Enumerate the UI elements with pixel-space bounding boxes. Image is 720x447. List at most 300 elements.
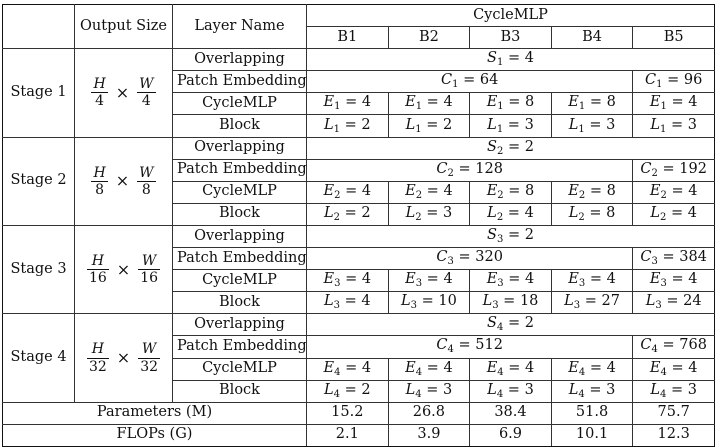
times-symbol: × [116, 348, 131, 368]
math-subscript: 3 [410, 300, 417, 312]
math-expression: $E_2 = 4$ [405, 182, 453, 201]
fraction-denominator: 16 [140, 270, 159, 287]
corner-cell [3, 5, 75, 49]
math-value: 4 [688, 182, 698, 199]
math-value: 3 [687, 116, 697, 133]
expansion-cell [388, 181, 470, 203]
math-value: 4 [524, 50, 534, 67]
math-symbol: L [487, 204, 497, 221]
fraction-h [91, 76, 107, 109]
math-expression: $E_1 = 4$ [405, 94, 453, 113]
channels-cell [307, 71, 633, 93]
math-symbol: S [487, 226, 497, 243]
math-value: 27 [601, 293, 620, 310]
math-subscript: 4 [651, 344, 658, 356]
math-subscript: 1 [496, 123, 504, 135]
math-value: 768 [679, 337, 707, 354]
math-symbol: E [323, 94, 335, 111]
math-subscript: 3 [651, 256, 658, 268]
math-value: 8 [606, 204, 616, 221]
math-subscript: 3 [497, 278, 504, 290]
layers-cell [307, 380, 389, 402]
fraction-denominator: 32 [140, 358, 159, 375]
channels-b5-cell [633, 336, 715, 358]
fraction-w [137, 76, 155, 109]
math-symbol: L [568, 204, 579, 221]
expansion-cell [633, 93, 715, 115]
math-value: 4 [524, 204, 534, 221]
math-symbol: L [645, 293, 656, 310]
fraction-denominator: 16 [88, 270, 107, 287]
math-subscript: 4 [415, 388, 422, 400]
layers-cell [551, 292, 633, 314]
math-expression: $L_4 = 3$ [650, 381, 697, 400]
math-value: 18 [519, 293, 539, 310]
math-expression: $L_2 = 4$ [487, 204, 534, 223]
math-expression: $L_3 = 24$ [645, 293, 702, 312]
summary-value: 75.7 [633, 402, 715, 424]
fraction-h [87, 341, 109, 374]
math-value: 4 [606, 271, 616, 288]
expansion-cell [388, 270, 470, 292]
math-expression: $L_4 = 3$ [568, 381, 616, 400]
math-symbol: E [486, 182, 498, 199]
stage-label: Stage 2 [3, 137, 75, 225]
math-symbol: L [405, 116, 416, 133]
expansion-cell [551, 93, 633, 115]
math-value: 4 [525, 271, 535, 288]
math-subscript: 4 [497, 366, 504, 378]
expansion-cell [551, 358, 633, 380]
fraction-numerator: W [138, 253, 160, 270]
expansion-cell [633, 358, 715, 380]
expansion-cell [470, 270, 552, 292]
math-expression: $L_3 = 4$ [323, 293, 371, 312]
math-subscript: 1 [333, 123, 340, 135]
math-value: 2 [361, 116, 371, 133]
math-value: 4 [361, 271, 372, 288]
math-value: 64 [479, 72, 499, 89]
math-symbol: E [486, 359, 498, 376]
math-symbol: C [645, 72, 657, 89]
math-expression: $S_1 = 4$ [487, 50, 534, 69]
math-symbol: E [486, 271, 498, 288]
stage-label: Stage 3 [3, 225, 75, 313]
stage-label: Stage 1 [3, 49, 75, 137]
math-expression: $L_2 = 4$ [650, 204, 697, 223]
math-expression: $L_4 = 2$ [323, 381, 371, 400]
math-symbol: E [405, 359, 416, 376]
math-subscript: 1 [415, 123, 422, 135]
fraction-numerator: W [139, 76, 154, 93]
layer-label: Overlapping [173, 314, 307, 336]
math-subscript: 3 [415, 278, 423, 290]
math-value: 4 [361, 293, 371, 310]
expansion-cell [633, 270, 715, 292]
fraction-denominator: 4 [95, 93, 105, 110]
math-expression: $C_4 = 512$ [436, 337, 503, 356]
math-value: 8 [525, 94, 535, 111]
math-expression: $L_4 = 3$ [405, 381, 453, 400]
math-subscript: 2 [578, 211, 585, 223]
fraction-denominator: 8 [141, 181, 151, 198]
math-value: 8 [606, 94, 616, 111]
math-expression: $L_1 = 2$ [405, 116, 453, 135]
math-value: 4 [443, 359, 453, 376]
math-symbol: L [568, 116, 579, 133]
math-subscript: 3 [492, 300, 499, 312]
math-expression: $E_2 = 8$ [486, 182, 535, 201]
math-subscript: 4 [496, 322, 504, 334]
math-subscript: 1 [578, 101, 586, 113]
math-value: 4 [688, 94, 698, 111]
layer-label: Patch Embedding [173, 336, 307, 358]
math-subscript: 2 [578, 189, 586, 201]
math-expression: $E_4 = 4$ [405, 359, 453, 378]
math-symbol: E [568, 359, 579, 376]
layers-cell [470, 292, 552, 314]
layer-label: Patch Embedding [173, 71, 307, 93]
math-symbol: L [323, 204, 334, 221]
math-value: 3 [442, 381, 453, 398]
math-subscript: 4 [660, 388, 667, 400]
math-expression: $C_3 = 320$ [436, 249, 503, 268]
math-value: 3 [606, 116, 616, 133]
math-value: 128 [475, 160, 503, 177]
math-value: 192 [679, 160, 707, 177]
math-subscript: 4 [660, 366, 667, 378]
math-symbol: L [650, 204, 661, 221]
math-expression: $L_2 = 8$ [568, 204, 616, 223]
math-symbol: S [487, 315, 497, 332]
math-symbol: C [640, 337, 652, 354]
math-expression: $C_2 = 192$ [640, 160, 707, 179]
output-size-cell [75, 225, 173, 313]
fraction-w [138, 341, 160, 374]
math-subscript: 1 [415, 101, 423, 113]
math-subscript: 1 [660, 101, 667, 113]
math-expression: $E_2 = 8$ [568, 182, 616, 201]
math-expression: $L_3 = 18$ [482, 293, 539, 312]
math-symbol: C [436, 249, 448, 266]
expansion-cell [470, 358, 552, 380]
math-symbol: E [323, 359, 335, 376]
math-expression: $E_3 = 4$ [568, 271, 616, 290]
math-subscript: 3 [660, 278, 667, 290]
math-expression: $C_1 = 64$ [441, 72, 499, 91]
math-expression: $E_4 = 4$ [649, 359, 698, 378]
math-value: 4 [687, 204, 697, 221]
header-variant: B1 [307, 27, 389, 49]
math-value: 4 [525, 359, 535, 376]
math-expression: $S_2 = 2$ [487, 138, 534, 157]
fraction-denominator: 4 [141, 93, 151, 110]
fraction-denominator: 8 [95, 181, 105, 198]
math-subscript: 1 [497, 101, 504, 113]
math-subscript: 1 [334, 101, 341, 113]
layers-cell [388, 292, 470, 314]
math-subscript: 1 [452, 79, 459, 91]
math-value: 4 [688, 359, 698, 376]
summary-label: FLOPs (G) [3, 424, 307, 446]
times-symbol: × [116, 259, 131, 279]
summary-value: 12.3 [633, 424, 715, 446]
math-expression: $E_1 = 4$ [649, 94, 698, 113]
architecture-table [2, 4, 715, 447]
math-value: 4 [606, 359, 616, 376]
math-symbol: E [649, 271, 661, 288]
math-symbol: E [568, 182, 579, 199]
layer-label: Block [173, 203, 307, 225]
math-expression: $S_3 = 2$ [487, 226, 534, 245]
fraction-numerator: W [139, 164, 154, 181]
math-subscript: 4 [334, 366, 341, 378]
expansion-cell [307, 270, 389, 292]
table-body [3, 5, 715, 447]
output-size-cell [75, 49, 173, 137]
math-expression: $E_4 = 4$ [568, 359, 616, 378]
layers-cell [633, 115, 715, 137]
math-value: 8 [525, 182, 535, 199]
math-expression: $C_2 = 128$ [436, 160, 503, 179]
math-expression: $L_1 = 3$ [487, 116, 534, 135]
expansion-cell [470, 93, 552, 115]
math-value: 3 [524, 116, 534, 133]
expansion-cell [388, 358, 470, 380]
math-symbol: E [405, 271, 416, 288]
math-value: 2 [361, 204, 371, 221]
math-value: 384 [679, 249, 707, 266]
math-symbol: C [640, 249, 652, 266]
math-subscript: 3 [578, 278, 586, 290]
layers-cell [470, 380, 552, 402]
math-value: 2 [524, 138, 534, 155]
math-subscript: 2 [660, 189, 667, 201]
layers-cell [633, 380, 715, 402]
math-symbol: C [640, 160, 652, 177]
layers-cell [307, 203, 389, 225]
math-value: 4 [361, 182, 372, 199]
layer-label: Block [173, 292, 307, 314]
math-expression: $L_3 = 10$ [400, 293, 457, 312]
math-symbol: L [650, 381, 661, 398]
math-value: 2 [524, 315, 534, 332]
math-value: 320 [475, 249, 503, 266]
layers-cell [307, 115, 389, 137]
math-symbol: C [436, 160, 448, 177]
math-expression: $C_3 = 384$ [640, 249, 707, 268]
fraction-numerator: H [87, 253, 109, 270]
layers-cell [551, 203, 633, 225]
layer-label: CycleMLP [173, 358, 307, 380]
summary-value: 51.8 [551, 402, 633, 424]
math-subscript: 2 [660, 211, 667, 223]
summary-label: Parameters (M) [3, 402, 307, 424]
math-expression: $E_1 = 8$ [486, 94, 535, 113]
layers-cell [388, 115, 470, 137]
math-symbol: E [323, 271, 335, 288]
math-subscript: 4 [578, 388, 585, 400]
math-subscript: 3 [655, 300, 662, 312]
math-subscript: 2 [415, 189, 423, 201]
math-subscript: 3 [333, 300, 340, 312]
math-expression: $E_3 = 4$ [323, 271, 372, 290]
math-expression: $L_2 = 2$ [323, 204, 371, 223]
fraction-denominator: 32 [88, 358, 107, 375]
layer-label: Overlapping [173, 225, 307, 247]
math-symbol: L [323, 116, 334, 133]
fraction-numerator: W [138, 341, 160, 358]
layers-cell [633, 292, 715, 314]
math-symbol: E [323, 182, 335, 199]
math-symbol: E [405, 94, 416, 111]
math-symbol: S [487, 50, 497, 67]
summary-value: 2.1 [307, 424, 389, 446]
header-variant: B3 [470, 27, 552, 49]
math-expression: $C_4 = 768$ [640, 337, 707, 356]
math-subscript: 2 [415, 211, 422, 223]
math-expression: $E_4 = 4$ [323, 359, 372, 378]
math-expression: $L_3 = 27$ [564, 293, 620, 312]
math-expression: $L_1 = 3$ [568, 116, 616, 135]
math-subscript: 4 [496, 388, 504, 400]
math-value: 512 [475, 337, 503, 354]
math-value: 2 [361, 381, 371, 398]
expansion-cell [388, 93, 470, 115]
summary-value: 10.1 [551, 424, 633, 446]
summary-value: 38.4 [470, 402, 552, 424]
math-subscript: 2 [651, 167, 658, 179]
math-symbol: C [436, 337, 448, 354]
math-value: 3 [687, 381, 697, 398]
math-expression: $E_3 = 4$ [405, 271, 453, 290]
math-value: 4 [443, 271, 453, 288]
math-subscript: 2 [447, 167, 454, 179]
math-value: 4 [443, 182, 453, 199]
math-subscript: 2 [497, 189, 504, 201]
layers-cell [470, 115, 552, 137]
math-symbol: E [568, 271, 579, 288]
channels-b5-cell [633, 71, 715, 93]
header-output-size: Output Size [75, 5, 173, 49]
math-expression: $E_2 = 4$ [323, 182, 372, 201]
layer-label: CycleMLP [173, 181, 307, 203]
math-subscript: 1 [578, 123, 585, 135]
channels-b5-cell [633, 248, 715, 270]
math-subscript: 3 [334, 278, 341, 290]
expansion-cell [633, 181, 715, 203]
layers-cell [388, 380, 470, 402]
layer-label: Overlapping [173, 137, 307, 159]
fraction-h [87, 253, 109, 286]
math-symbol: L [487, 116, 497, 133]
math-value: 24 [683, 293, 702, 310]
expansion-cell [551, 270, 633, 292]
math-expression: $E_1 = 4$ [323, 94, 372, 113]
stride-cell [307, 225, 715, 247]
expansion-cell [307, 181, 389, 203]
math-value: 3 [524, 381, 534, 398]
math-symbol: L [405, 381, 416, 398]
math-symbol: L [323, 293, 334, 310]
expansion-cell [307, 358, 389, 380]
channels-b5-cell [633, 159, 715, 181]
times-symbol: × [115, 171, 130, 191]
math-expression: $E_3 = 4$ [649, 271, 698, 290]
math-expression: $L_1 = 3$ [650, 116, 697, 135]
math-expression: $L_1 = 2$ [323, 116, 371, 135]
math-symbol: L [568, 381, 579, 398]
stride-cell [307, 49, 715, 71]
math-subscript: 3 [447, 256, 454, 268]
fraction-h [91, 165, 107, 198]
math-symbol: L [482, 293, 493, 310]
math-symbol: L [487, 381, 497, 398]
math-expression: $L_2 = 3$ [405, 204, 453, 223]
math-symbol: L [650, 116, 661, 133]
math-value: 8 [606, 182, 616, 199]
summary-value: 15.2 [307, 402, 389, 424]
math-subscript: 2 [333, 211, 340, 223]
math-symbol: L [400, 293, 411, 310]
layer-label: Block [173, 380, 307, 402]
layer-label: CycleMLP [173, 270, 307, 292]
math-expression: $E_3 = 4$ [486, 271, 535, 290]
layer-label: Overlapping [173, 49, 307, 71]
math-expression: $S_4 = 2$ [487, 315, 534, 334]
layers-cell [388, 203, 470, 225]
header-variant: B4 [551, 27, 633, 49]
math-subscript: 4 [578, 366, 586, 378]
layers-cell [551, 380, 633, 402]
math-expression: $C_1 = 96$ [645, 72, 703, 91]
math-symbol: L [405, 204, 416, 221]
math-expression: $L_4 = 3$ [487, 381, 534, 400]
math-symbol: E [486, 94, 498, 111]
math-subscript: 1 [496, 57, 504, 69]
times-symbol: × [115, 83, 130, 103]
math-value: 3 [606, 381, 616, 398]
math-subscript: 1 [656, 79, 663, 91]
layers-cell [551, 115, 633, 137]
summary-value: 3.9 [388, 424, 470, 446]
stage-label: Stage 4 [3, 314, 75, 402]
layer-label: Patch Embedding [173, 248, 307, 270]
math-symbol: E [649, 359, 661, 376]
layer-label: Patch Embedding [173, 159, 307, 181]
layer-label: CycleMLP [173, 93, 307, 115]
math-value: 4 [688, 271, 698, 288]
math-subscript: 2 [496, 211, 504, 223]
math-value: 3 [442, 204, 453, 221]
math-value: 4 [361, 359, 372, 376]
layers-cell [633, 203, 715, 225]
summary-value: 6.9 [470, 424, 552, 446]
math-symbol: E [405, 182, 416, 199]
math-value: 2 [442, 116, 453, 133]
math-symbol: C [441, 72, 453, 89]
fraction-w [138, 253, 160, 286]
stride-cell [307, 314, 715, 336]
math-subscript: 3 [573, 300, 581, 312]
math-symbol: E [649, 182, 661, 199]
math-value: 2 [524, 226, 534, 243]
summary-value: 26.8 [388, 402, 470, 424]
math-subscript: 1 [660, 123, 667, 135]
math-subscript: 4 [333, 388, 340, 400]
math-value: 96 [683, 72, 703, 89]
layers-cell [307, 292, 389, 314]
